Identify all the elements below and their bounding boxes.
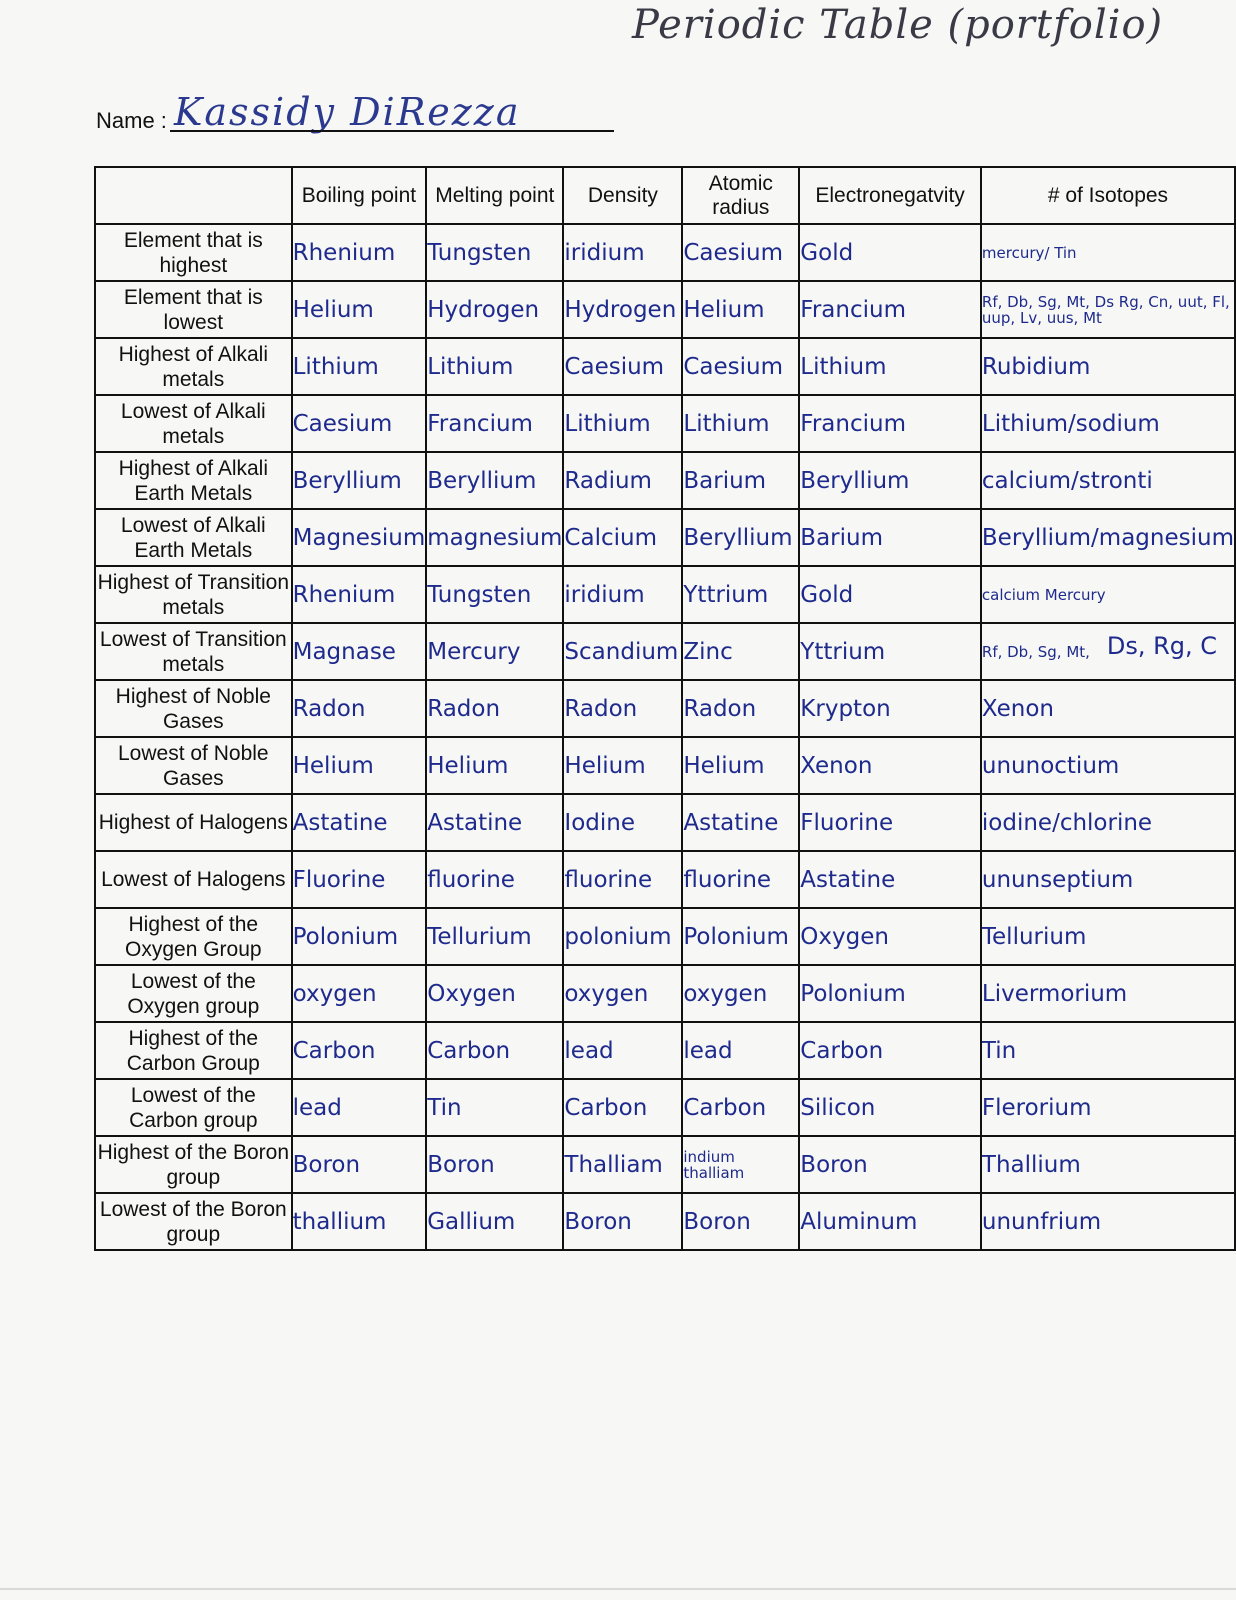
table-cell[interactable]: magnesium <box>426 509 563 566</box>
table-cell[interactable]: Iodine <box>563 794 682 851</box>
table-row <box>95 908 1235 965</box>
table-row <box>95 1136 1235 1193</box>
row-header: Element that is highest <box>95 224 292 281</box>
table-cell[interactable]: calcium Mercury <box>981 566 1235 623</box>
table-cell[interactable]: ununseptium <box>981 851 1235 908</box>
table-cell[interactable]: Krypton <box>799 680 981 737</box>
row-header: Lowest of the Carbon group <box>95 1079 292 1136</box>
row-header: Element that is lowest <box>95 281 292 338</box>
table-cell[interactable]: Lithium <box>799 338 981 395</box>
table-row <box>95 623 1235 680</box>
table-cell[interactable]: Rhenium <box>292 224 427 281</box>
table-cell[interactable]: Boron <box>426 1136 563 1193</box>
table-cell[interactable]: Fluorine <box>799 794 981 851</box>
table-cell[interactable]: Francium <box>426 395 563 452</box>
table-row <box>95 965 1235 1022</box>
table-cell[interactable]: lead <box>563 1022 682 1079</box>
page-title: Periodic Table (portfolio) <box>632 2 1164 48</box>
table-cell[interactable]: calcium/stronti <box>981 452 1235 509</box>
table-cell[interactable]: Tellurium <box>426 908 563 965</box>
table-cell[interactable]: Caesium <box>682 338 799 395</box>
table-cell[interactable]: Lithium/sodium <box>981 395 1235 452</box>
table-cell[interactable]: iodine/chlorine <box>981 794 1235 851</box>
row-header: Highest of the Boron group <box>95 1136 292 1193</box>
table-cell[interactable]: Caesium <box>563 338 682 395</box>
table-cell[interactable]: Helium <box>682 737 799 794</box>
row-header: Lowest of Transition metals <box>95 623 292 680</box>
row-header: Highest of the Carbon Group <box>95 1022 292 1079</box>
column-header: Density <box>563 167 682 224</box>
table-cell[interactable]: oxygen <box>682 965 799 1022</box>
table-cell[interactable]: Oxygen <box>799 908 981 965</box>
table-row <box>95 851 1235 908</box>
table-cell[interactable]: Rubidium <box>981 338 1235 395</box>
table-cell[interactable]: Barium <box>682 452 799 509</box>
table-row <box>95 1022 1235 1079</box>
row-header: Lowest of Halogens <box>95 851 292 908</box>
column-header: Boiling point <box>292 167 427 224</box>
table-cell[interactable]: Carbon <box>563 1079 682 1136</box>
table-cell[interactable]: Hydrogen <box>426 281 563 338</box>
table-cell[interactable]: Helium <box>292 737 427 794</box>
row-header: Lowest of Noble Gases <box>95 737 292 794</box>
table-cell[interactable]: Rf, Db, Sg, Mt, Ds, Rg, C <box>981 623 1235 680</box>
table-row <box>95 281 1235 338</box>
table-cell[interactable]: Gold <box>799 224 981 281</box>
table-row <box>95 737 1235 794</box>
column-header: Atomic radius <box>682 167 799 224</box>
table-cell[interactable]: Hydrogen <box>563 281 682 338</box>
table-row <box>95 1193 1235 1250</box>
table-cell[interactable]: Helium <box>682 281 799 338</box>
table-cell[interactable]: Boron <box>563 1193 682 1250</box>
table-row <box>95 338 1235 395</box>
table-cell[interactable]: Xenon <box>981 680 1235 737</box>
table-cell[interactable]: Carbon <box>799 1022 981 1079</box>
name-row <box>96 90 636 136</box>
row-header: Highest of Halogens <box>95 794 292 851</box>
table-cell[interactable]: Thalliam <box>563 1136 682 1193</box>
table-cell[interactable]: Francium <box>799 395 981 452</box>
table-cell[interactable]: Helium <box>292 281 427 338</box>
table-row <box>95 680 1235 737</box>
row-header: Highest of Alkali Earth Metals <box>95 452 292 509</box>
row-header: Highest of Transition metals <box>95 566 292 623</box>
table-cell[interactable]: Flerorium <box>981 1079 1235 1136</box>
header-row <box>95 167 1235 224</box>
table-cell[interactable]: Calcium <box>563 509 682 566</box>
table-cell[interactable]: Boron <box>799 1136 981 1193</box>
table-cell[interactable]: Barium <box>799 509 981 566</box>
table-row <box>95 452 1235 509</box>
row-header: Highest of Noble Gases <box>95 680 292 737</box>
table-cell[interactable]: fluorine <box>563 851 682 908</box>
table-cell[interactable]: thallium <box>292 1193 427 1250</box>
row-header: Highest of the Oxygen Group <box>95 908 292 965</box>
table-cell[interactable]: Gallium <box>426 1193 563 1250</box>
table-cell[interactable]: Radon <box>292 680 427 737</box>
table-cell[interactable]: Rf, Db, Sg, Mt, Ds Rg, Cn, uut, Fl, uup, Lv, uus, Mt <box>981 281 1235 338</box>
table-cell[interactable]: Tungsten <box>426 566 563 623</box>
row-header: Highest of Alkali metals <box>95 338 292 395</box>
table-cell[interactable]: Boron <box>292 1136 427 1193</box>
table-cell[interactable]: Livermorium <box>981 965 1235 1022</box>
table-cell[interactable]: Beryllium <box>682 509 799 566</box>
table-cell[interactable]: mercury/ Tin <box>981 224 1235 281</box>
column-header: Electronegatvity <box>799 167 981 224</box>
table-cell[interactable]: Polonium <box>292 908 427 965</box>
table-cell[interactable]: Magnesium <box>292 509 427 566</box>
table-cell[interactable]: Aluminum <box>799 1193 981 1250</box>
table-cell[interactable]: Thallium <box>981 1136 1235 1193</box>
table-cell[interactable]: polonium <box>563 908 682 965</box>
name-field[interactable]: Kassidy DiRezza <box>174 90 521 134</box>
table-cell[interactable]: ununfrium <box>981 1193 1235 1250</box>
table-cell[interactable]: Astatine <box>799 851 981 908</box>
name-underline <box>170 130 614 132</box>
table-cell[interactable]: Radon <box>682 680 799 737</box>
corner-cell <box>95 167 292 224</box>
table-row <box>95 395 1235 452</box>
table-cell[interactable]: lead <box>292 1079 427 1136</box>
table-cell[interactable]: oxygen <box>292 965 427 1022</box>
page-edge <box>0 1588 1236 1590</box>
table-cell[interactable]: Francium <box>799 281 981 338</box>
table-cell[interactable]: Caesium <box>682 224 799 281</box>
table-cell[interactable]: fluorine <box>682 851 799 908</box>
table-cell[interactable]: Radon <box>563 680 682 737</box>
cell-overflow-text: Ds, Rg, C <box>1106 632 1218 660</box>
row-header: Lowest of the Boron group <box>95 1193 292 1250</box>
row-header: Lowest of the Oxygen group <box>95 965 292 1022</box>
table-cell[interactable]: Caesium <box>292 395 427 452</box>
column-header: # of Isotopes <box>981 167 1235 224</box>
table-cell[interactable]: Xenon <box>799 737 981 794</box>
table-cell[interactable]: Beryllium <box>799 452 981 509</box>
table-cell[interactable]: Lithium <box>426 338 563 395</box>
table-cell[interactable]: ununoctium <box>981 737 1235 794</box>
table-cell[interactable]: Magnase <box>292 623 427 680</box>
table-cell[interactable]: Rhenium <box>292 566 427 623</box>
table-cell[interactable]: Helium <box>426 737 563 794</box>
table-cell[interactable]: Mercury <box>426 623 563 680</box>
table-cell[interactable]: Carbon <box>292 1022 427 1079</box>
table-cell[interactable]: Beryllium/magnesium <box>981 509 1235 566</box>
table-cell[interactable]: Boron <box>682 1193 799 1250</box>
table-cell[interactable]: Fluorine <box>292 851 427 908</box>
table-cell[interactable]: Radon <box>426 680 563 737</box>
table-cell[interactable]: fluorine <box>426 851 563 908</box>
table-cell[interactable]: indium thalliam <box>682 1136 799 1193</box>
table-cell[interactable]: lead <box>682 1022 799 1079</box>
table-cell[interactable]: Silicon <box>799 1079 981 1136</box>
table-cell[interactable]: Beryllium <box>292 452 427 509</box>
table-cell[interactable]: Lithium <box>292 338 427 395</box>
table-cell[interactable]: Oxygen <box>426 965 563 1022</box>
table-cell[interactable]: Polonium <box>799 965 981 1022</box>
element-properties-table <box>94 166 1236 1251</box>
table-cell[interactable]: Gold <box>799 566 981 623</box>
table-cell[interactable]: Astatine <box>292 794 427 851</box>
table-cell[interactable]: Tin <box>426 1079 563 1136</box>
table-cell[interactable]: Radium <box>563 452 682 509</box>
table-cell[interactable]: Tungsten <box>426 224 563 281</box>
row-header: Lowest of Alkali Earth Metals <box>95 509 292 566</box>
table-row <box>95 509 1235 566</box>
table-cell[interactable]: Astatine <box>426 794 563 851</box>
table-cell[interactable]: Yttrium <box>799 623 981 680</box>
table-row <box>95 1079 1235 1136</box>
table-cell[interactable]: Carbon <box>682 1079 799 1136</box>
table-cell[interactable]: Beryllium <box>426 452 563 509</box>
table-cell[interactable]: Helium <box>563 737 682 794</box>
table-cell[interactable]: iridium <box>563 224 682 281</box>
table-row <box>95 224 1235 281</box>
row-header: Lowest of Alkali metals <box>95 395 292 452</box>
table-row <box>95 566 1235 623</box>
table-cell[interactable]: Scandium <box>563 623 682 680</box>
name-label: Name : <box>96 108 167 133</box>
table-cell[interactable]: Yttrium <box>682 566 799 623</box>
table-cell[interactable]: oxygen <box>563 965 682 1022</box>
table-row <box>95 794 1235 851</box>
table-cell[interactable]: iridium <box>563 566 682 623</box>
table-cell[interactable]: Astatine <box>682 794 799 851</box>
table-cell[interactable]: Polonium <box>682 908 799 965</box>
table-cell[interactable]: Tin <box>981 1022 1235 1079</box>
table-cell[interactable]: Lithium <box>682 395 799 452</box>
table-cell[interactable]: Lithium <box>563 395 682 452</box>
table-cell[interactable]: Carbon <box>426 1022 563 1079</box>
column-header: Melting point <box>426 167 563 224</box>
table-cell[interactable]: Zinc <box>682 623 799 680</box>
table-cell[interactable]: Tellurium <box>981 908 1235 965</box>
